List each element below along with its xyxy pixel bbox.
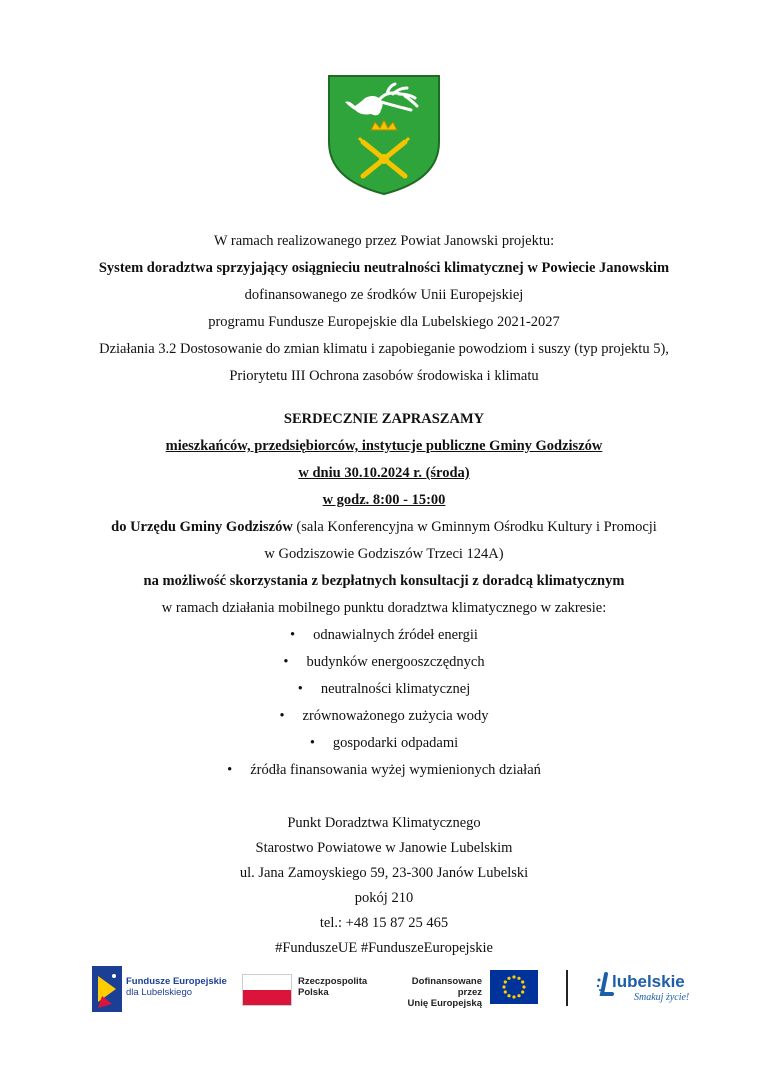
rp-logo-line1: Rzeczpospolita <box>298 976 368 987</box>
logo-divider <box>566 970 568 1006</box>
date-text: w dniu 30.10.2024 r. (środa) <box>298 465 470 481</box>
time-text: w godz. 8:00 - 15:00 <box>322 492 446 508</box>
place-line <box>0 518 768 536</box>
fe-logo-line2: dla Lubelskiego <box>126 987 193 998</box>
cofinanced-text: dofinansowanego ze środków Unii Europejskiej <box>244 287 524 303</box>
list-item: • zrównoważonego zużycia wody <box>0 707 768 725</box>
intro-text: W ramach realizowanego przez Powiat Janowski projektu: <box>213 233 555 249</box>
poland-flag-icon <box>242 974 292 1006</box>
place-line-2: w Godziszowie Godziszów Trzeci 124A) <box>264 546 504 562</box>
contact-office: Starostwo Powiatowe w Janowie Lubelskim <box>255 840 513 856</box>
contact-name: Punkt Doradztwa Klimatycznego <box>287 815 481 831</box>
contact-phone: tel.: +48 15 87 25 465 <box>319 915 449 931</box>
fe-logo-icon <box>92 966 122 1012</box>
contact-room: pokój 210 <box>354 890 414 906</box>
hashtags: #FunduszeUE #FunduszeEuropejskie <box>275 940 493 956</box>
coat-of-arms-logo <box>325 72 443 198</box>
list-item: • źródła finansowania wyżej wymienionych działań <box>0 761 768 779</box>
action-text: Działania 3.2 Dostosowanie do zmian klimatu i zapobieganie powodziom i suszy (typ projektu 5), <box>99 341 669 357</box>
lubelskie-slogan: Smakuj życie! <box>634 992 690 1003</box>
place-name: do Urzędu Gminy Godziszów <box>111 519 293 535</box>
program-text: programu Fundusze Europejskie dla Lubelskiego 2021-2027 <box>208 314 560 330</box>
project-title: System doradztwa sprzyjający osiągnieciu neutralności klimatycznej w Powiecie Janowskim <box>98 260 670 276</box>
list-item: • neutralności klimatycznej <box>0 680 768 698</box>
list-item: • odnawialnych źródeł energii <box>0 626 768 644</box>
rp-logo-line2: Polska <box>298 987 329 998</box>
fe-logo-line1: Fundusze Europejskie <box>126 976 227 987</box>
eu-flag-icon <box>490 970 538 1004</box>
scope-intro: w ramach działania mobilnego punktu doradztwa klimatycznego w zakresie: <box>161 600 607 616</box>
footer-logo-bar <box>90 962 705 1024</box>
ue-logo-line1: Dofinansowane przez <box>411 976 482 998</box>
place-details: (sala Konferencyjna w Gminnym Ośrodku Kultury i Promocji <box>292 519 657 535</box>
list-item: • gospodarki odpadami <box>0 734 768 752</box>
ue-logo-line2: Unię Europejską <box>407 998 482 1009</box>
invitation-heading: SERDECZNIE ZAPRASZAMY <box>283 411 485 427</box>
contact-address: ul. Jana Zamoyskiego 59, 23-300 Janów Lubelski <box>239 865 529 881</box>
audience-text: mieszkańców, przedsiębiorców, instytucje publiczne Gminy Godziszów <box>165 438 603 454</box>
list-item: • budynków energooszczędnych <box>0 653 768 671</box>
opportunity-text: na możliwość skorzystania z bezpłatnych konsultacji z doradcą klimatycznym <box>143 573 625 589</box>
priority-text: Priorytetu III Ochrona zasobów środowiska i klimatu <box>229 368 539 384</box>
lubelskie-logo-text: lubelskie <box>612 972 685 991</box>
